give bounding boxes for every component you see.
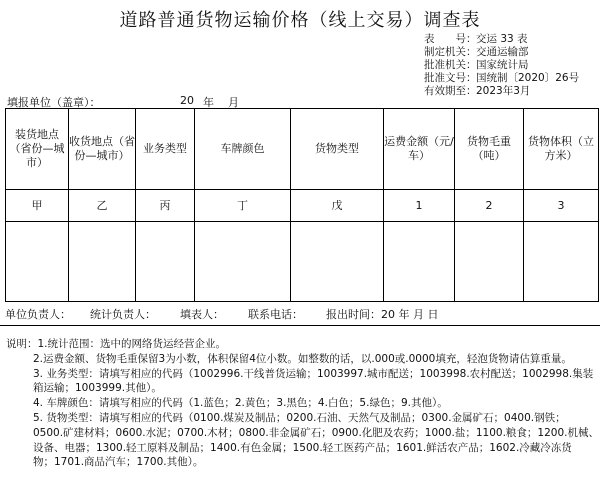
meta-key: 有效期至： — [424, 85, 477, 97]
fill-year-unit: 年 — [203, 96, 214, 109]
fill-year: 20 — [180, 94, 194, 107]
meta-key: 批准机关： — [424, 59, 477, 71]
note-line: 说明：1.统计范围：选中的网络货运经营企业。 — [6, 338, 227, 350]
meta-value: 交运 33 表 — [476, 33, 528, 45]
entry-cell[interactable] — [291, 222, 384, 302]
header-label: 装货地点（省份—城市） — [9, 128, 65, 169]
header-label: 运费金额（元/车） — [384, 135, 454, 162]
meta-issuing-authority — [424, 46, 529, 60]
header-plate-color — [195, 109, 291, 190]
header-volume — [524, 109, 599, 190]
header-label: 货物类型 — [315, 142, 359, 155]
code-cell: 丙 — [136, 190, 195, 222]
entry-cell[interactable] — [524, 222, 599, 302]
entry-cell[interactable] — [6, 222, 69, 302]
code-cell: 戊 — [291, 190, 384, 222]
header-label: 车牌颜色 — [220, 142, 265, 155]
header-cargo-type — [291, 109, 384, 190]
code-cell: 乙 — [69, 190, 136, 222]
entry-cell[interactable] — [384, 222, 455, 302]
unit-head-label: 单位负责人： — [5, 308, 71, 321]
header-label: 货物体积（立方米） — [528, 135, 594, 162]
note-line: 0500.矿建材料；0600.水泥；0700.木材；0800.非金属矿石；0900.化肥及农药；1000.盐；1100.粮食；1200.机械、 — [33, 426, 599, 439]
report-time-label: 报出时间：20 年 月 日 — [326, 308, 439, 321]
meta-approving-authority — [424, 59, 529, 73]
header-loading-place — [6, 109, 69, 190]
header-freight-amount — [384, 109, 455, 190]
filler-label: 填表人： — [180, 308, 224, 321]
meta-table-number — [424, 33, 528, 47]
meta-value: 交通运输部 — [476, 46, 529, 58]
code-cell: 甲 — [6, 190, 69, 222]
header-label: 货物毛重（吨） — [467, 135, 511, 162]
header-business-type — [136, 109, 195, 190]
stat-head-label: 统计负责人： — [90, 308, 156, 321]
meta-key: 批准文号： — [424, 72, 477, 84]
header-label: 收货地点（省份—城市） — [69, 135, 135, 162]
note-line: 设备、电器；1300.轻工原料及制品；1400.有色金属；1500.轻工医药产品；1601.鲜活农产品；1602.冷藏冷冻货 — [33, 441, 572, 454]
page-title: 道路普通货物运输价格（线上交易）调查表 — [119, 10, 481, 31]
note-line: 4. 车牌颜色：请填写相应的代码（1.蓝色；2.黄色；3.黑色；4.白色；5.绿色；9.其他）。 — [33, 397, 448, 410]
fill-unit-label: 填报单位（盖章）： — [7, 96, 101, 109]
entry-cell[interactable] — [455, 222, 524, 302]
notes-section — [6, 337, 598, 470]
header-unloading-place — [69, 109, 136, 190]
survey-table — [5, 108, 599, 302]
note-line: 2.运费金额、货物毛重保留3为小数，体积保留4位小数。如整数的话，以.000或.0000填充，轻泡货物请估算重量。 — [33, 352, 572, 365]
meta-approval-number — [424, 72, 579, 86]
meta-valid-until — [424, 85, 530, 99]
meta-value: 国家统计局 — [476, 59, 529, 71]
header-gross-weight — [455, 109, 524, 190]
header-label: 业务类型 — [143, 142, 187, 155]
meta-key: 表 号： — [424, 33, 477, 45]
meta-key: 制定机关： — [424, 46, 477, 58]
note-line: 箱运输；1003999.其他）。 — [33, 382, 162, 395]
note-line: 5. 货物类型：请填写相应的代码（0100.煤炭及制品；0200.石油、天然气及制品；0300.金属矿石；0400.钢铁； — [33, 411, 566, 424]
note-line: 物；1701.商品汽车；1700.其他）。 — [33, 456, 204, 469]
fill-month-unit: 月 — [228, 96, 239, 109]
meta-value: 2023年3月 — [476, 85, 531, 97]
code-cell: 丁 — [195, 190, 291, 222]
entry-cell[interactable] — [195, 222, 291, 302]
meta-value: 国统制〔2020〕26号 — [476, 72, 580, 84]
divider — [0, 325, 600, 326]
code-cell: 1 — [384, 190, 455, 222]
code-cell: 2 — [455, 190, 524, 222]
entry-cell[interactable] — [69, 222, 136, 302]
entry-cell[interactable] — [136, 222, 195, 302]
note-line: 3. 业务类型：请填写相应的代码（1002996.干线普货运输；1003997.城市配送；1003998.农村配送；1002998.集装 — [33, 367, 594, 380]
phone-label: 联系电话： — [248, 308, 303, 321]
code-cell: 3 — [524, 190, 599, 222]
